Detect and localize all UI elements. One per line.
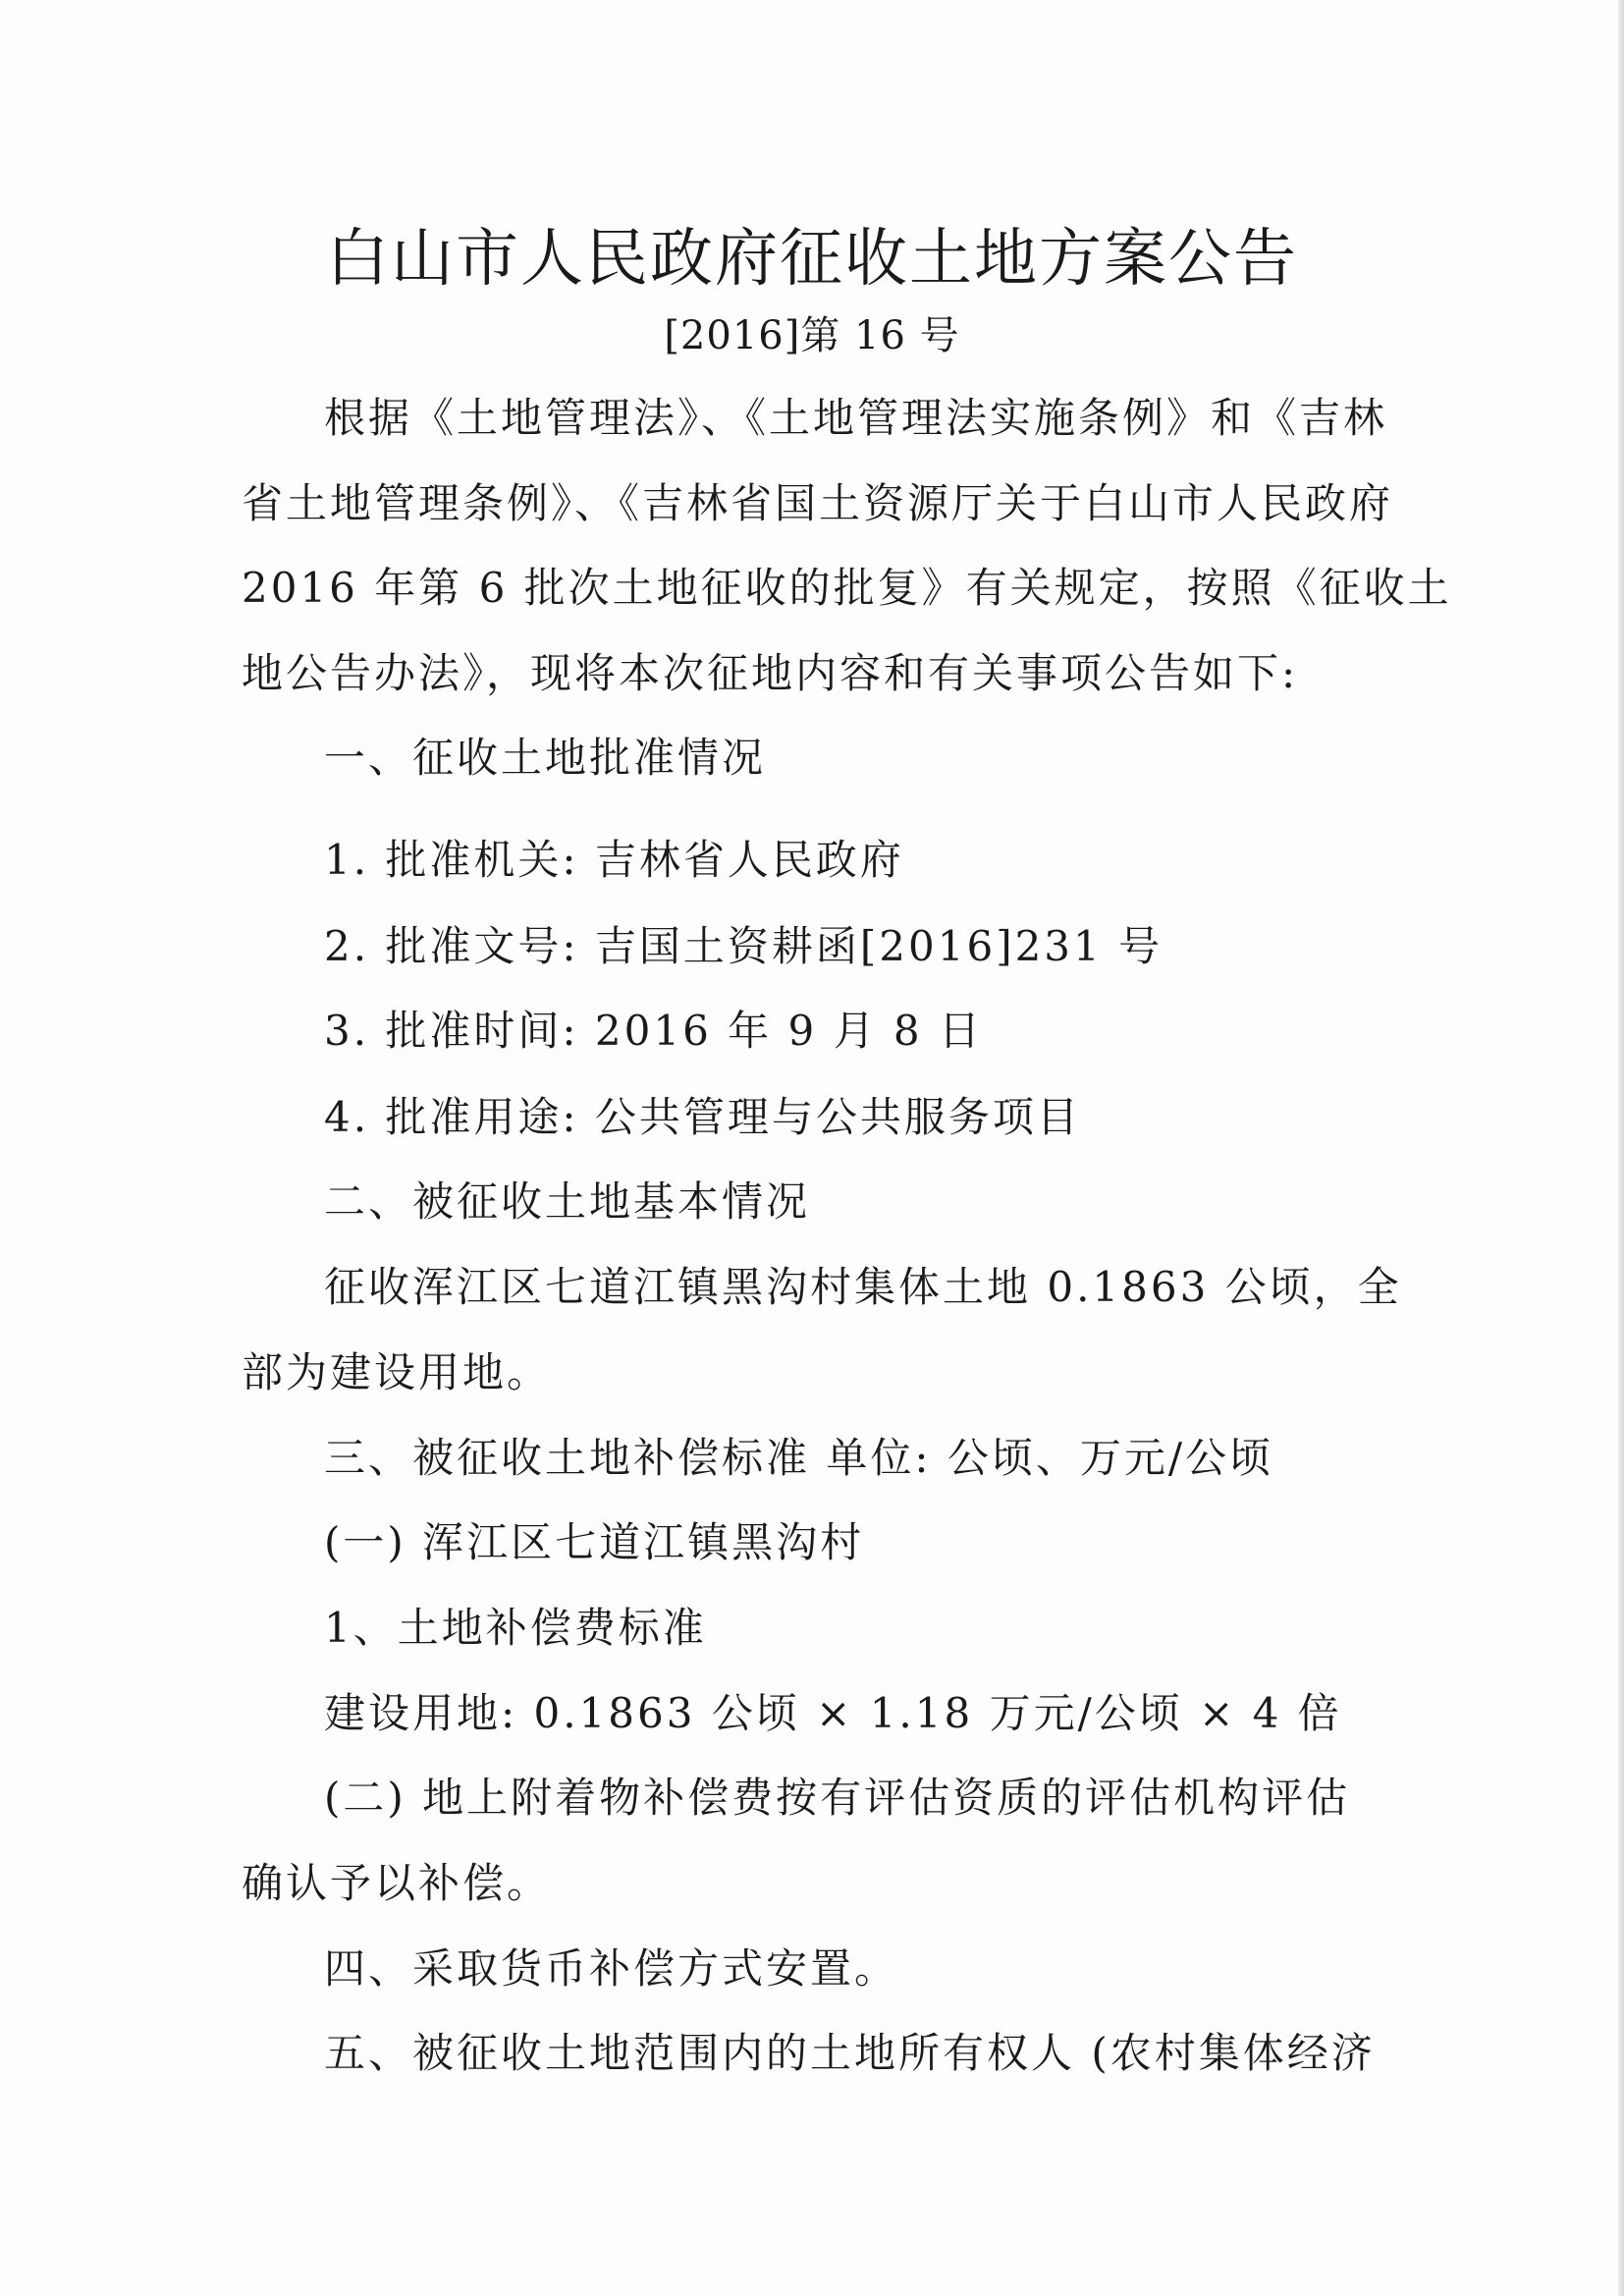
paragraph-line: 部为建设用地。 <box>242 1348 552 1396</box>
section-heading: 二、被征收土地基本情况 <box>324 1177 811 1226</box>
section-heading: 四、采取货币补偿方式安置。 <box>324 1944 899 1993</box>
subsection-heading: 1、土地补偿费标准 <box>324 1604 707 1652</box>
list-item: 2. 批准文号: 吉国土资耕函[2016]231 号 <box>324 922 1164 970</box>
section-heading: 五、被征收土地范围内的土地所有权人 (农村集体经济 <box>324 2029 1376 2077</box>
subsection-heading: (一) 浑江区七道江镇黑沟村 <box>324 1518 865 1566</box>
paragraph-line: 省土地管理条例》、《吉林省国土资源厅关于白山市人民政府 <box>242 479 1394 527</box>
paragraph-line: 地公告办法》，现将本次征地内容和有关事项公告如下: <box>242 649 1299 697</box>
list-item: 4. 批准用途: 公共管理与公共服务项目 <box>324 1093 1081 1141</box>
list-item: 1. 批准机关: 吉林省人民政府 <box>324 836 904 884</box>
section-heading: 三、被征收土地补偿标准 单位: 公顷、万元/公顷 <box>324 1434 1274 1482</box>
paragraph-line: 建设用地: 0.1863 公顷 × 1.18 万元/公顷 × 4 倍 <box>324 1689 1342 1737</box>
paragraph-line: 根据《土地管理法》、《土地管理法实施条例》和《吉林 <box>324 394 1388 442</box>
paragraph-line: 确认予以补偿。 <box>242 1859 552 1907</box>
list-item: 3. 批准时间: 2016 年 9 月 8 日 <box>324 1007 984 1055</box>
paragraph-line: 2016 年第 6 批次土地征收的批复》有关规定，按照《征收土 <box>242 564 1452 612</box>
paragraph-line: (二) 地上附着物补偿费按有评估资质的评估机构评估 <box>324 1774 1351 1822</box>
document-number: [2016]第 16 号 <box>664 313 960 358</box>
section-heading: 一、征收土地批准情况 <box>324 734 767 782</box>
paragraph-line: 征收浑江区七道江镇黑沟村集体土地 0.1863 公顷，全 <box>324 1263 1402 1311</box>
page-title: 白山市人民政府征收土地方案公告 <box>326 223 1298 296</box>
